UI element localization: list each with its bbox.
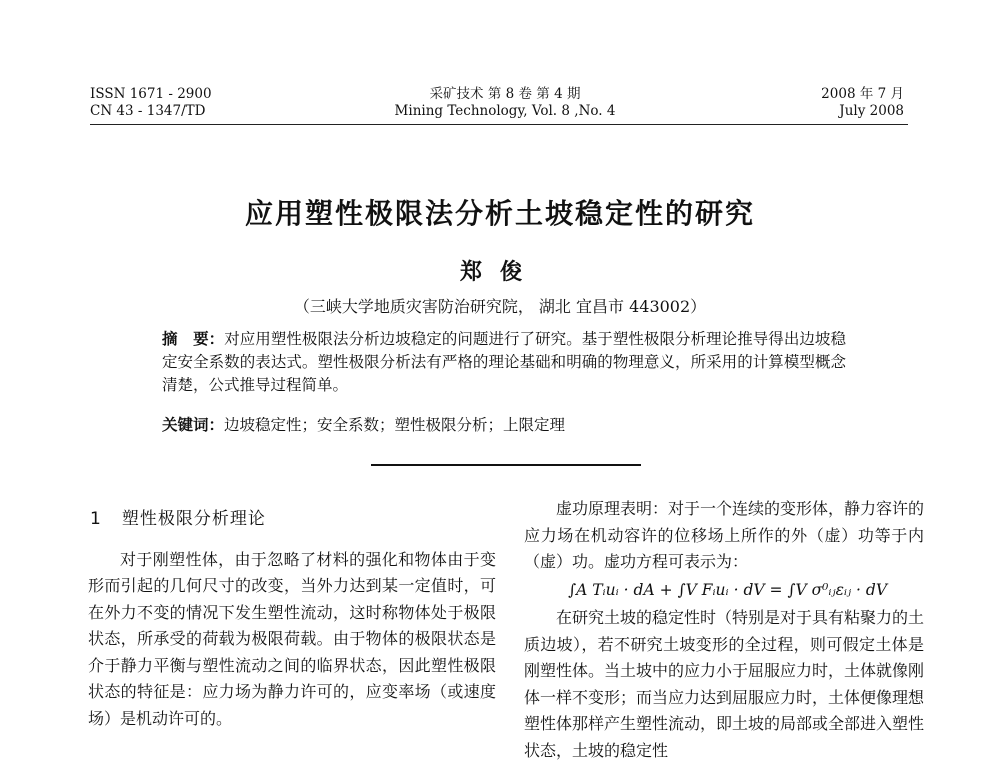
paragraph: 在研究土坡的稳定性时（特别是对于具有粘聚力的土质边坡），若不研究土坡变形的全过程，则可假定土体是刚塑性体。当土坡中的应力小于屈服应力时，土体就像刚体一样不变形；而当应力达到屈服应力时，土体便像理想塑性体那样产生塑性流动，即土坡的局部或全部进入塑性状态，土坡的稳定性 [524, 608, 925, 760]
section-title: 塑性极限分析理论 [121, 509, 266, 529]
right-column [524, 496, 924, 764]
author-name: 郑俊 [459, 259, 540, 285]
journal-name-cn: 采矿技术 第 8 卷 第 4 期 [429, 86, 581, 102]
issn-text: ISSN 1671 - 2900 [90, 86, 212, 102]
keywords-label: 关键词： [162, 416, 225, 434]
paragraph: 虚功原理表明：对于一个连续的变形体，静力容许的应力场在机动容许的位移场上所作的外（虚）功等于内（虚）功。虚功方程可表示为： [524, 499, 925, 571]
abstract-divider [371, 464, 641, 466]
abstract-text: 对应用塑性极限法分析边坡稳定的问题进行了研究。基于塑性极限分析理论推导得出边坡稳定安全系数的表达式。塑性极限分析法有严格的理论基础和明确的物理意义，所采用的计算模型概念清楚，公式推导过程简单。 [162, 330, 846, 394]
left-column [88, 506, 496, 732]
paragraph: 对于刚塑性体，由于忽略了材料的强化和物体由于变形而引起的几何尺寸的改变，当外力达到某一定值时，可在外力不变的情况下发生塑性流动，这时称物体处于极限状态，所承受的荷载为极限荷载。由于物体的极限状态是介于静力平衡与塑性流动之间的临界状态，因此塑性极限状态的特征是：应力场为静力许可的，应变率场（或速度场）是机动许可的。 [88, 549, 496, 728]
date-cn: 2008 年 7 月 [821, 86, 904, 102]
keywords-text: 边坡稳定性；安全系数；塑性极限分析；上限定理 [224, 416, 566, 434]
cn-text: CN 43 - 1347/TD [90, 103, 206, 119]
publication-date-block [821, 86, 904, 120]
date-en: July 2008 [839, 103, 904, 119]
paper-title: 应用塑性极限法分析土坡稳定性的研究 [244, 197, 755, 230]
journal-name-en: Mining Technology, Vol. 8 ,No. 4 [394, 103, 616, 119]
header-rule [90, 124, 908, 125]
abstract [162, 328, 846, 397]
section-number: 1 [90, 509, 102, 529]
author-affiliation: （三峡大学地质灾害防治研究院， 湖北 宜昌市 443002） [293, 297, 707, 316]
section-heading [90, 506, 496, 533]
keywords [162, 414, 846, 437]
virtual-work-equation: ∫A Tᵢuᵢ · dA + ∫V Fᵢuᵢ · dV = ∫V σ⁰ᵢⱼεᵢⱼ · dV [568, 580, 888, 599]
abstract-label: 摘 要： [162, 330, 225, 348]
